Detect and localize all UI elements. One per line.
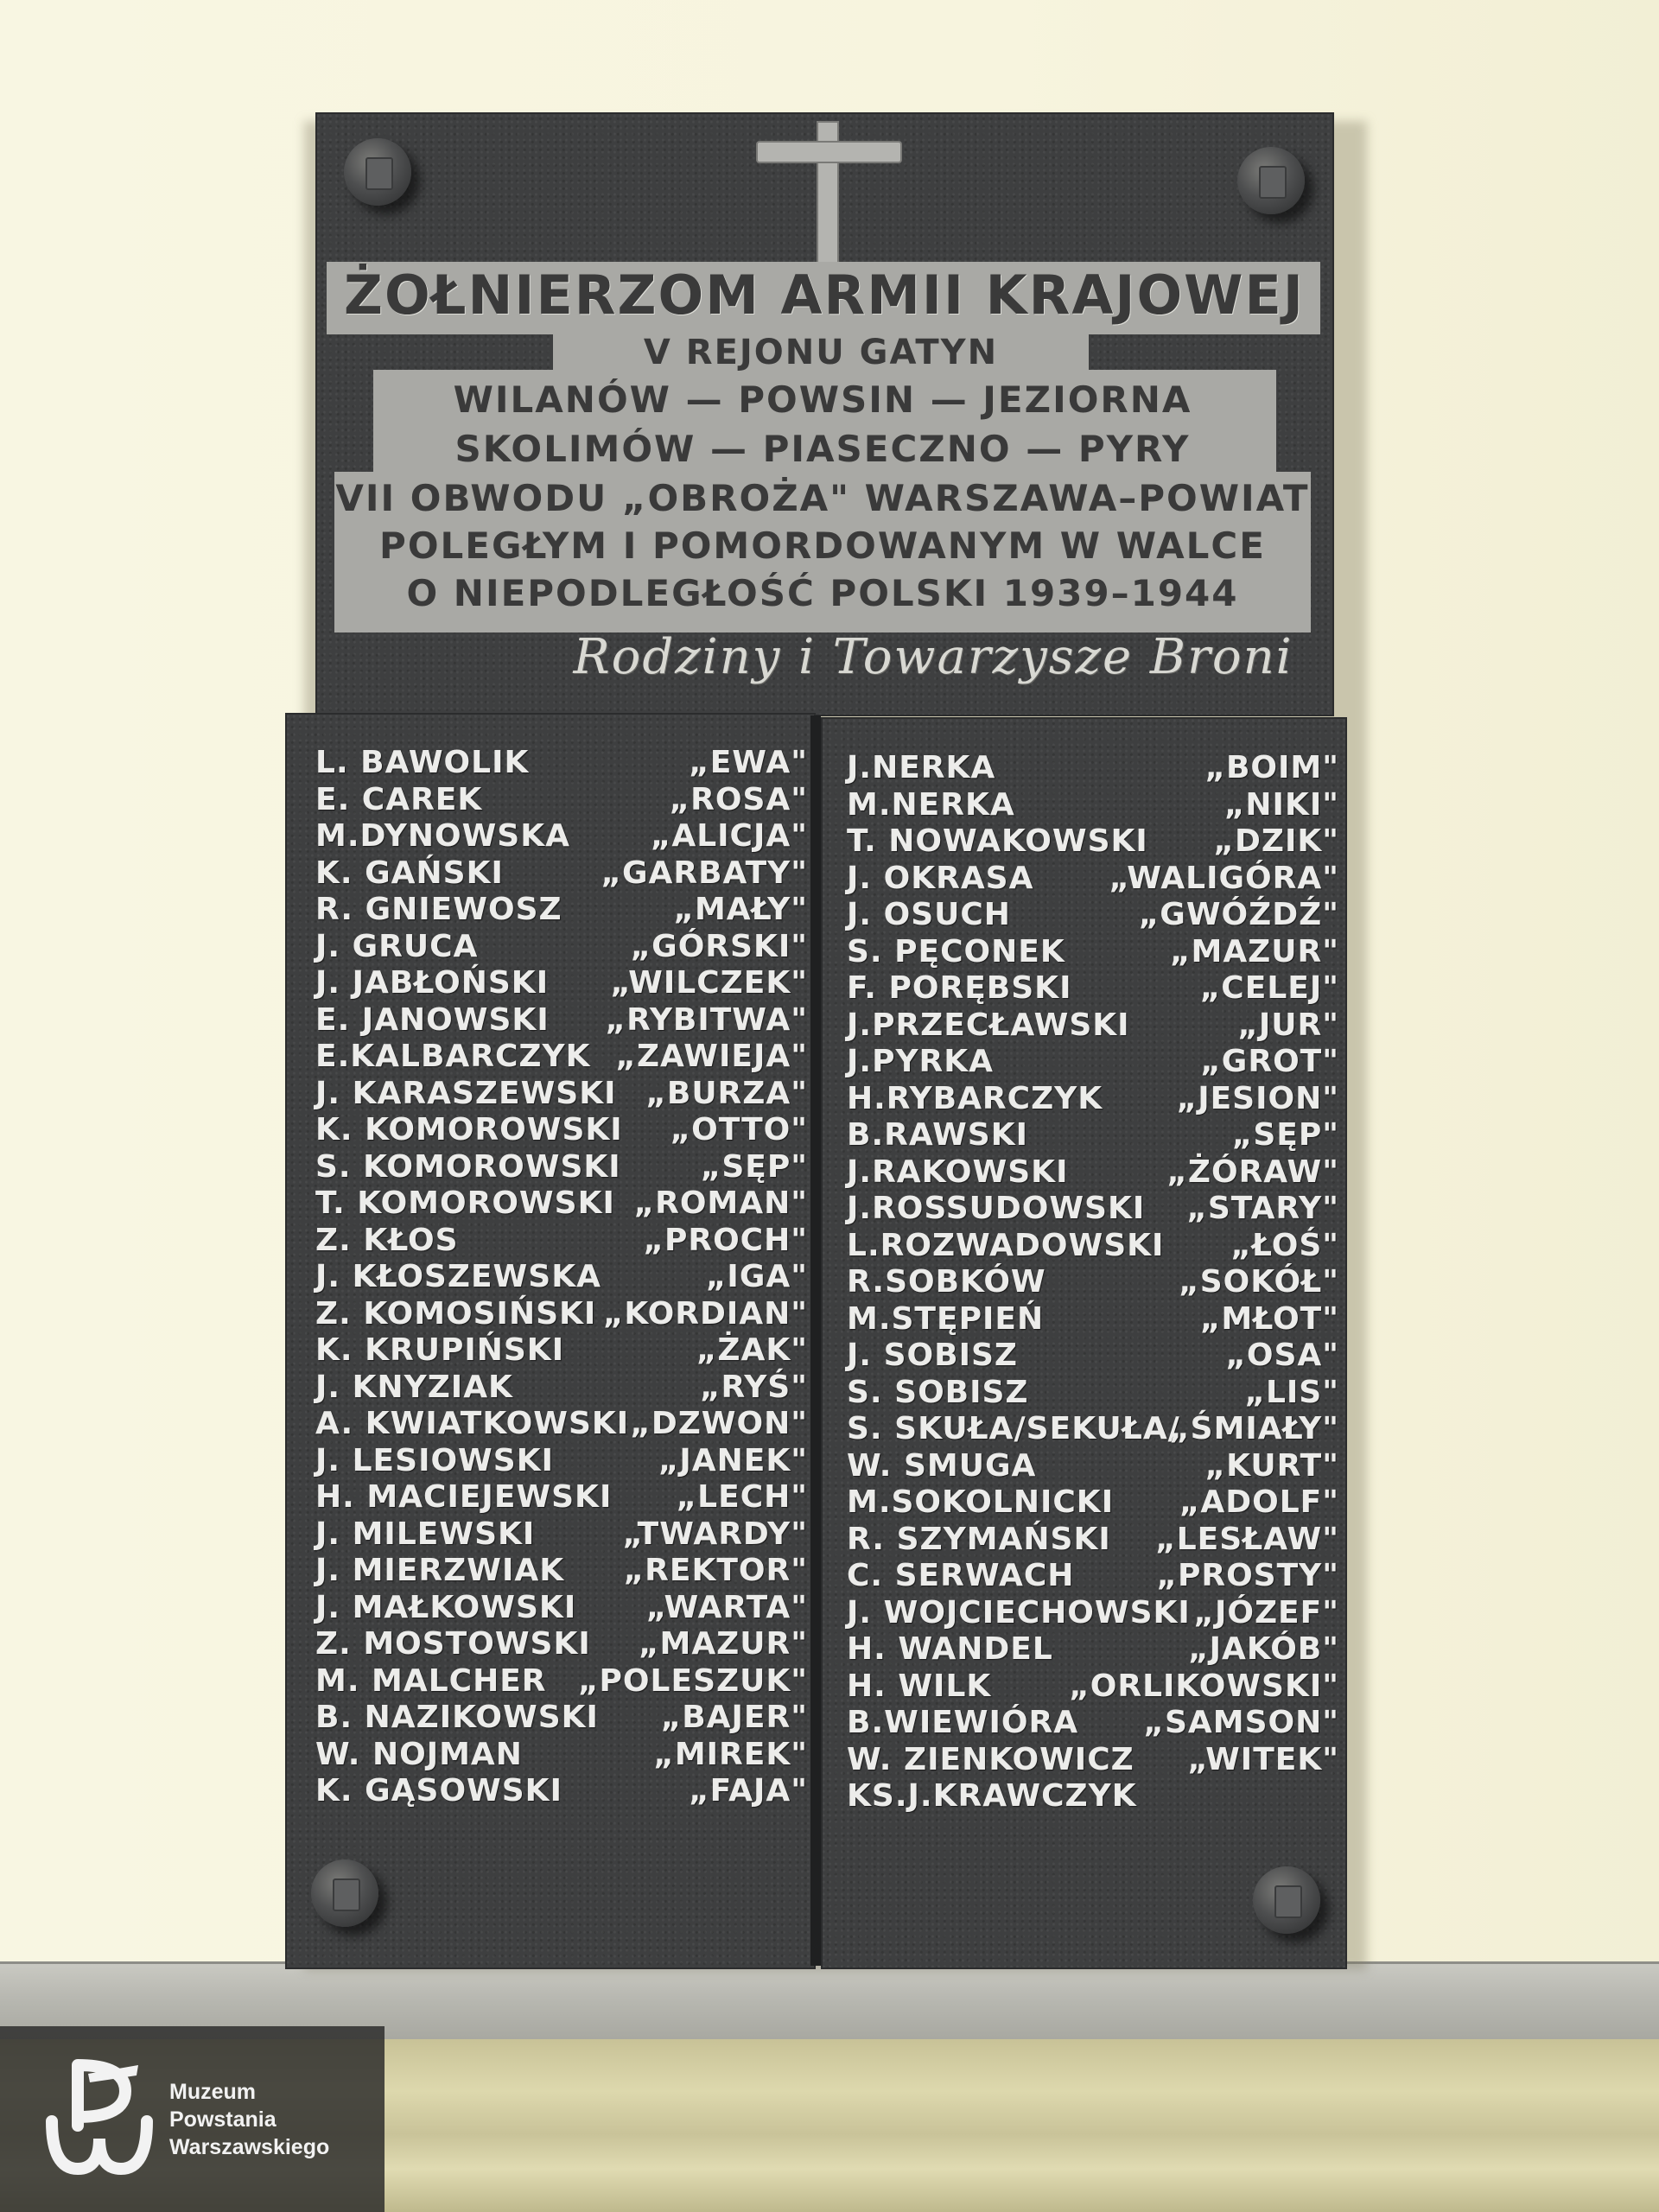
soldier-name: J. OSUCH [847, 897, 1011, 932]
name-entry [847, 1154, 1339, 1192]
soldier-pseudonym: „WALIGÓRA" [1109, 860, 1339, 896]
soldier-pseudonym: „JUR" [1237, 1007, 1339, 1043]
soldier-name: S. PĘCONEK [847, 933, 1065, 969]
name-entry [847, 934, 1339, 971]
watermark-line-3: Warszawskiego [169, 2135, 330, 2159]
soldier-pseudonym: „GWÓŹDŹ" [1138, 897, 1339, 932]
soldier-pseudonym: „GROT" [1200, 1044, 1339, 1079]
soldier-name: J.ROSSUDOWSKI [847, 1191, 1146, 1226]
soldier-pseudonym: „LECH" [676, 1479, 808, 1515]
name-entry [315, 1479, 808, 1516]
soldier-pseudonym: „TWARDY" [622, 1516, 808, 1552]
soldier-name: W. NOJMAN [315, 1736, 523, 1772]
name-entry [847, 750, 1339, 787]
soldier-pseudonym: „STARY" [1186, 1191, 1339, 1226]
name-entry [847, 1228, 1339, 1265]
soldier-pseudonym: „MIREK" [653, 1736, 808, 1772]
name-entry [315, 818, 808, 855]
soldier-pseudonym: „BURZA" [645, 1075, 808, 1111]
soldier-pseudonym: „JESION" [1176, 1080, 1339, 1116]
name-entry [315, 1663, 808, 1700]
soldier-pseudonym: „MŁOT" [1199, 1300, 1339, 1337]
soldier-name: J. OKRASA [847, 860, 1034, 896]
name-entry [847, 1742, 1339, 1779]
soldier-name: A. KWIATKOWSKI [315, 1406, 630, 1441]
name-entry [847, 1778, 1339, 1815]
soldier-pseudonym: „CELEJ" [1199, 970, 1339, 1006]
soldier-name: J. KARASZEWSKI [315, 1075, 617, 1111]
soldier-name: J. WOJCIECHOWSKI [847, 1594, 1191, 1630]
soldier-pseudonym: „SĘP" [700, 1148, 808, 1185]
soldier-pseudonym: „OSA" [1225, 1338, 1339, 1373]
name-entry [847, 1484, 1339, 1522]
plaque-title: ŻOŁNIERZOM ARMII KRAJOWEJ [344, 264, 1305, 327]
soldier-name: E. JANOWSKI [315, 1001, 550, 1038]
soldier-name: Z. KOMOSIŃSKI [315, 1295, 597, 1332]
soldier-name: S. KOMOROWSKI [315, 1148, 621, 1185]
name-entry [847, 1081, 1339, 1118]
bolt-icon [1253, 1866, 1320, 1934]
name-entry [847, 1411, 1339, 1448]
name-entry [847, 1595, 1339, 1632]
soldier-pseudonym: „POLESZUK" [577, 1662, 808, 1699]
soldier-pseudonym: „MAZUR" [638, 1626, 808, 1662]
name-entry [847, 1522, 1339, 1559]
soldier-name: S. SKUŁA/SEKUŁA/ [847, 1411, 1180, 1446]
soldier-pseudonym: „ŻAK" [696, 1332, 808, 1368]
plaque-line-fallen: POLEGŁYM I POMORDOWANYM W WALCE [379, 524, 1266, 567]
soldier-pseudonym: „ADOLF" [1179, 1484, 1339, 1520]
soldier-name: KS.J.KRAWCZYK [847, 1778, 1137, 1814]
plaque-signature: Rodziny i Towarzysze Broni [573, 629, 1294, 685]
soldier-name: K. KOMOROWSKI [315, 1112, 623, 1147]
soldier-pseudonym: „JANEK" [658, 1442, 808, 1478]
soldier-pseudonym: „ORLIKOWSKI" [1069, 1668, 1339, 1704]
soldier-pseudonym: „KURT" [1205, 1447, 1339, 1484]
soldier-name: T. KOMOROWSKI [315, 1185, 615, 1221]
soldier-pseudonym: „OTTO" [670, 1112, 808, 1147]
soldier-name: K. GĄSOWSKI [315, 1773, 563, 1808]
soldier-pseudonym: „WILCZEK" [610, 965, 808, 1001]
soldier-pseudonym: „RYŚ" [699, 1369, 808, 1405]
plaque-line-independence: O NIEPODLEGŁOŚĆ POLSKI 1939–1944 [406, 572, 1239, 614]
soldier-name: R.SOBKÓW [847, 1264, 1046, 1300]
name-entry [315, 1443, 808, 1480]
name-entry [315, 1185, 808, 1223]
name-entry [315, 1370, 808, 1407]
soldier-name: M. MALCHER [315, 1662, 547, 1699]
name-entry [315, 929, 808, 966]
soldier-name: J. KNYZIAK [315, 1369, 513, 1405]
soldier-name: E.KALBARCZYK [315, 1039, 591, 1074]
name-entry [847, 1301, 1339, 1338]
name-entry [315, 855, 808, 893]
soldier-name: T. NOWAKOWSKI [847, 823, 1148, 859]
soldier-name: J. MILEWSKI [315, 1516, 536, 1552]
soldier-name: Z. KŁOS [315, 1222, 459, 1258]
name-entry [847, 1007, 1339, 1045]
name-entry [315, 1296, 808, 1333]
soldier-pseudonym: „WITEK" [1187, 1741, 1339, 1777]
watermark-text [169, 2078, 329, 2161]
name-entry [315, 1332, 808, 1370]
soldier-pseudonym: „ROMAN" [633, 1185, 808, 1221]
name-entry [315, 1516, 808, 1554]
soldier-pseudonym: „FAJA" [689, 1773, 808, 1808]
soldier-name: M.SOKOLNICKI [847, 1484, 1115, 1520]
plaque-line-districts-2: SKOLIMÓW — PIASECZNO — PYRY [454, 428, 1191, 470]
name-entry [847, 1191, 1339, 1228]
soldier-pseudonym: „ZAWIEJA" [615, 1039, 808, 1074]
soldier-pseudonym: „MAZUR" [1169, 933, 1339, 969]
name-entry [847, 897, 1339, 934]
soldier-pseudonym: „JÓZEF" [1193, 1594, 1339, 1630]
soldier-pseudonym: „ŚMIAŁY" [1169, 1411, 1339, 1446]
name-entry [315, 1039, 808, 1076]
name-entry [847, 1558, 1339, 1595]
name-entry [315, 1149, 808, 1186]
name-entry [315, 782, 808, 819]
soldier-name: C. SERWACH [847, 1558, 1075, 1593]
name-entry [847, 1448, 1339, 1485]
soldier-pseudonym: „REKTOR" [623, 1553, 808, 1588]
name-entry [847, 823, 1339, 861]
soldier-name: J. MAŁKOWSKI [315, 1589, 577, 1625]
name-entry [315, 1076, 808, 1113]
soldier-pseudonym: „ŻÓRAW" [1166, 1154, 1339, 1190]
bolt-icon [344, 138, 411, 206]
soldier-name: W. SMUGA [847, 1447, 1037, 1484]
soldier-pseudonym: „LIS" [1244, 1374, 1339, 1410]
soldier-name: L. BAWOLIK [315, 745, 530, 780]
soldier-pseudonym: „MAŁY" [673, 892, 808, 927]
names-list-left [315, 745, 808, 1810]
plaque-line-districts-1: WILANÓW — POWSIN — JEZIORNA [453, 378, 1192, 421]
name-entry [847, 1669, 1339, 1706]
name-entry [315, 1002, 808, 1039]
slab-divider [810, 715, 821, 1966]
name-entry [847, 861, 1339, 898]
soldier-pseudonym: „NIKI" [1224, 786, 1339, 823]
name-entry [847, 1705, 1339, 1742]
name-entry [315, 1406, 808, 1443]
name-entry [847, 1117, 1339, 1154]
soldier-name: J. GRUCA [315, 928, 479, 964]
soldier-name: J.RAKOWSKI [847, 1154, 1069, 1190]
name-entry [847, 787, 1339, 824]
name-entry [315, 965, 808, 1002]
soldier-pseudonym: „LESŁAW" [1155, 1521, 1339, 1557]
name-entry [315, 1553, 808, 1590]
soldier-name: J. KŁOSZEWSKA [315, 1259, 601, 1294]
name-entry [847, 1264, 1339, 1301]
name-entry [315, 1737, 808, 1774]
soldier-pseudonym: „DZWON" [630, 1406, 808, 1441]
watermark-line-1: Muzeum [169, 2080, 256, 2104]
name-entry [847, 1375, 1339, 1412]
soldier-name: H.RYBARCZYK [847, 1080, 1103, 1116]
soldier-name: H. MACIEJEWSKI [315, 1479, 613, 1515]
name-entry [847, 1631, 1339, 1669]
name-entry [315, 1626, 808, 1663]
soldier-name: M.STĘPIEŃ [847, 1300, 1045, 1337]
soldier-name: J. JABŁOŃSKI [315, 965, 550, 1001]
soldier-name: W. ZIENKOWICZ [847, 1741, 1135, 1777]
plaque-subtitle: V REJONU GATYN [643, 333, 999, 372]
name-entry [847, 1044, 1339, 1081]
soldier-name: J. LESIOWSKI [315, 1442, 554, 1478]
soldier-name: K. KRUPIŃSKI [315, 1332, 565, 1368]
name-entry [315, 1223, 808, 1260]
name-entry [847, 970, 1339, 1007]
soldier-name: L.ROZWADOWSKI [847, 1227, 1165, 1263]
soldier-name: J.NERKA [847, 750, 996, 785]
soldier-name: E. CAREK [315, 781, 483, 817]
soldier-pseudonym: „KORDIAN" [602, 1295, 808, 1332]
soldier-name: J.PRZECŁAWSKI [847, 1007, 1130, 1043]
soldier-name: F. PORĘBSKI [847, 970, 1072, 1006]
soldier-name: H. WILK [847, 1668, 992, 1704]
soldier-pseudonym: „EWA" [689, 745, 808, 780]
plaque-line-obwod: VII OBWODU „OBROŻA" WARSZAWA–POWIAT [335, 477, 1310, 519]
name-entry [315, 892, 808, 929]
bolt-icon [311, 1859, 378, 1927]
soldier-name: R. GNIEWOSZ [315, 892, 563, 927]
soldier-pseudonym: „WARTA" [645, 1589, 808, 1625]
names-list-right [847, 750, 1339, 1815]
soldier-name: K. GAŃSKI [315, 855, 504, 891]
soldier-name: B.RAWSKI [847, 1117, 1029, 1153]
cross-icon-arm [756, 141, 902, 163]
kotwica-anchor-icon [43, 2056, 156, 2177]
soldier-name: Z. MOSTOWSKI [315, 1626, 591, 1662]
soldier-name: J.PYRKA [847, 1044, 995, 1079]
soldier-pseudonym: „SĘP" [1231, 1117, 1339, 1153]
soldier-pseudonym: „GARBATY" [601, 855, 808, 891]
name-entry [315, 1700, 808, 1737]
name-entry [315, 1773, 808, 1810]
name-entry [315, 1590, 808, 1627]
soldier-pseudonym: „JAKÓB" [1188, 1631, 1339, 1667]
soldier-pseudonym: „DZIK" [1213, 823, 1339, 859]
soldier-pseudonym: „RYBITWA" [605, 1001, 808, 1038]
soldier-name: R. SZYMAŃSKI [847, 1521, 1111, 1557]
soldier-pseudonym: „SOKÓŁ" [1179, 1264, 1339, 1300]
soldier-pseudonym: „IGA" [705, 1259, 808, 1294]
soldier-pseudonym: „GÓRSKI" [630, 928, 808, 964]
soldier-pseudonym: „PROSTY" [1156, 1558, 1339, 1593]
soldier-pseudonym: „BAJER" [660, 1700, 808, 1735]
soldier-pseudonym: „BOIM" [1205, 750, 1339, 785]
soldier-pseudonym: „ROSA" [669, 781, 808, 817]
name-entry [315, 1259, 808, 1296]
soldier-pseudonym: „SAMSON" [1143, 1705, 1339, 1740]
soldier-name: M.DYNOWSKA [315, 818, 570, 854]
name-entry [847, 1338, 1339, 1375]
soldier-name: S. SOBISZ [847, 1374, 1029, 1410]
soldier-name: H. WANDEL [847, 1631, 1053, 1667]
soldier-pseudonym: „ŁOŚ" [1230, 1227, 1339, 1263]
bolt-icon [1237, 147, 1305, 214]
soldier-name: B.WIEWIÓRA [847, 1705, 1079, 1740]
soldier-pseudonym: „ALICJA" [650, 818, 808, 854]
soldier-pseudonym: „PROCH" [643, 1222, 808, 1258]
watermark-line-2: Powstania [169, 2107, 276, 2132]
name-entry [315, 1112, 808, 1149]
name-entry [315, 745, 808, 782]
soldier-name: J. MIERZWIAK [315, 1553, 565, 1588]
soldier-name: J. SOBISZ [847, 1338, 1018, 1373]
soldier-name: B. NAZIKOWSKI [315, 1700, 599, 1735]
soldier-name: M.NERKA [847, 786, 1015, 823]
